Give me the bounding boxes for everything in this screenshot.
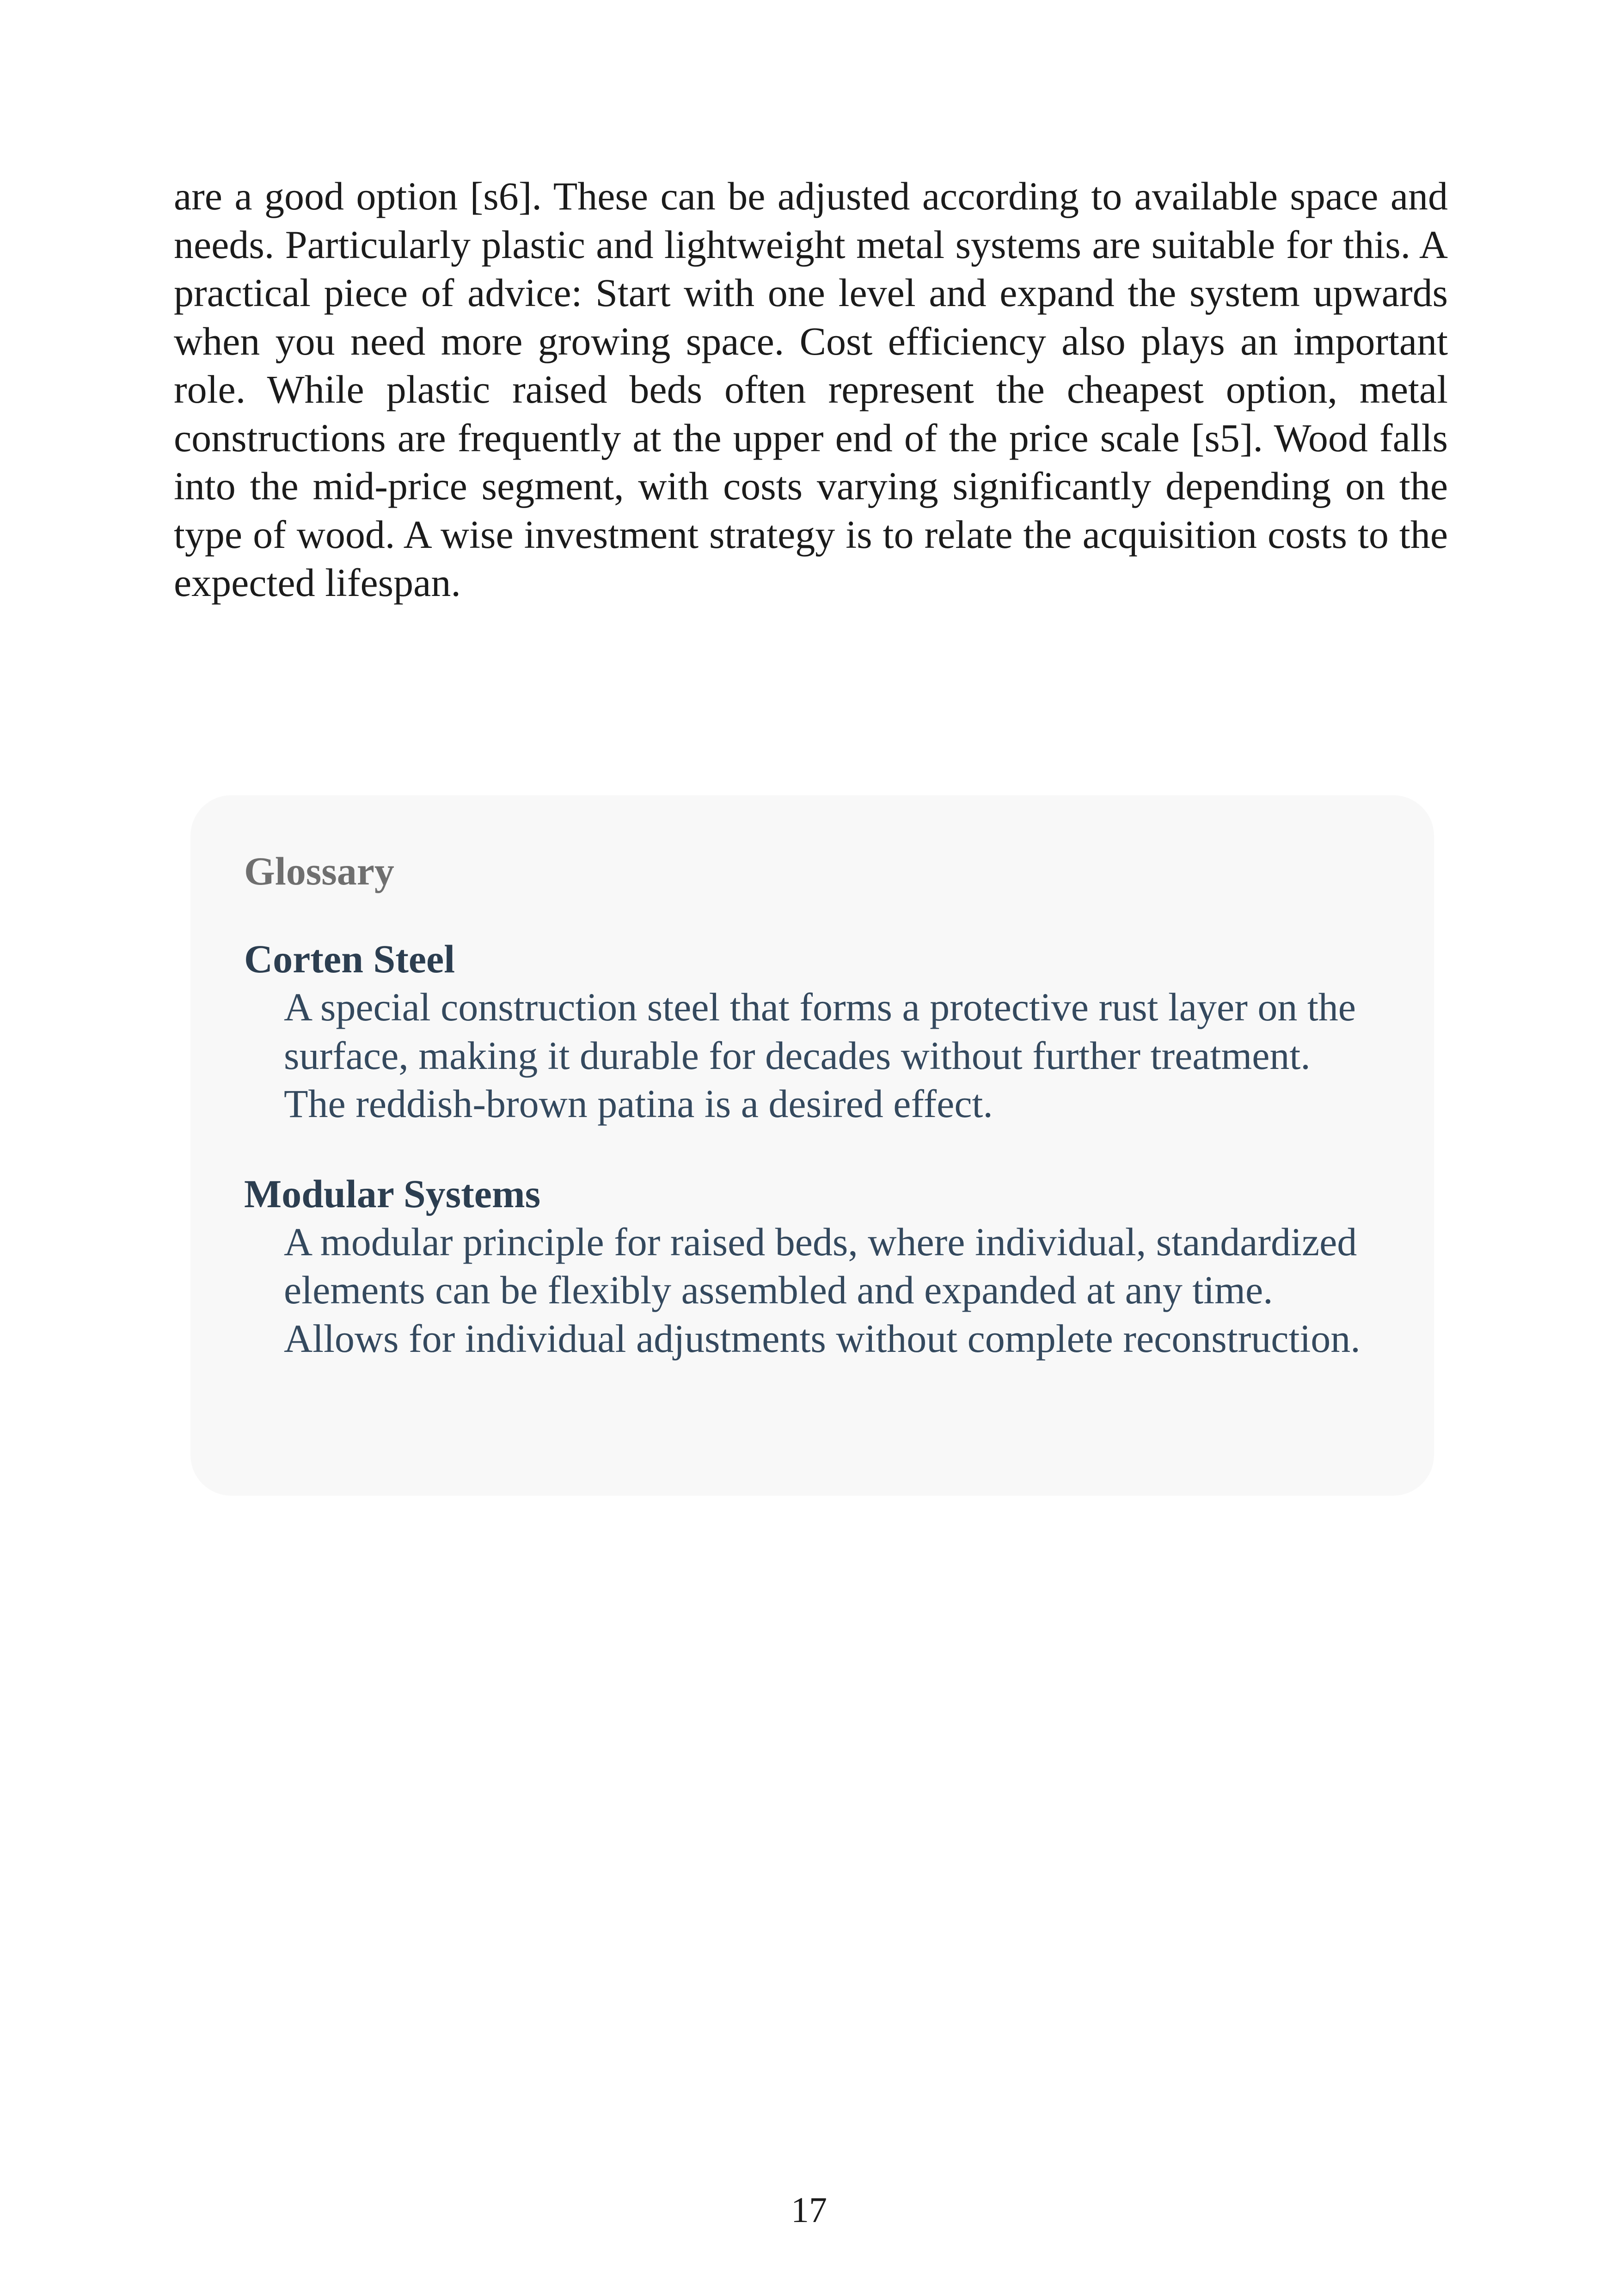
glossary-entry-corten-steel [244,935,1365,1128]
glossary-box [190,795,1434,1496]
glossary-term: Corten Steel [244,937,455,981]
body-paragraph: are a good option [s6]. These can be adjusted according to available space and needs. Particularly plastic and lightweight metal systems are suitable for this. A practical piece of advice: Start with one level and expand the system upwards when you need more growing space. Cost efficiency also plays an important role. While plastic raised beds often represent the cheapest option, metal constructions are frequently at the upper end of the price scale [s5]. Wood falls into the mid-price segment, with costs varying significantly depending on the type of wood. A wise investment strategy is to relate the acquisition costs to the expected lifespan. [174,174,1448,605]
glossary-entry-modular-systems [244,1170,1365,1363]
glossary-definition: A modular principle for raised beds, where individual, standardized elements can be flexibly assembled and expanded at any time. Allows for individual adjustments without complete reconstruction. [284,1219,1361,1361]
glossary-definition: A special construction steel that forms a protective rust layer on the surface, making it durable for decades without further treatment. The reddish-brown patina is a desired effect. [284,985,1356,1126]
page-number: 17 [791,2190,827,2230]
glossary-heading: Glossary [244,849,394,893]
glossary-term: Modular Systems [244,1171,541,1216]
